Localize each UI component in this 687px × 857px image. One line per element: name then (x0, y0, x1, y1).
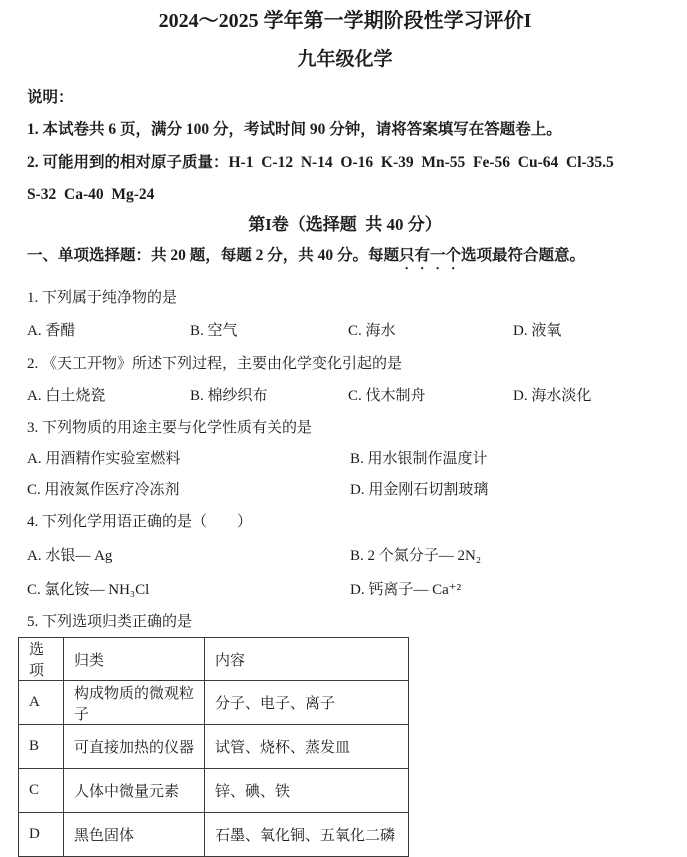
question-4-option-d: D. 钙离子— Ca⁺² (350, 582, 462, 598)
table-cell-category-a: 构成物质的微观粒子 (64, 681, 205, 725)
question-4-stem: 4. 下列化学用语正确的是（ ） (27, 514, 253, 530)
section-intro-post: 选项最符合题意。 (461, 247, 586, 264)
note-1: 1. 本试卷共 6 页，满分 100 分，考试时间 90 分钟，请将答案填写在答题卷上。 (27, 121, 562, 138)
note-2: 2. 可能用到的相对原子质量：H-1 C-12 N-14 O-16 K-39 Mn-55 Fe-56 Cu-64 Cl-35.5 (27, 154, 614, 171)
exam-title: 2024～2025 学年第一学期阶段性学习评价I (158, 10, 532, 32)
question-1-options (27, 322, 663, 341)
table-cell-option-c: C (19, 769, 64, 813)
question-5-stem: 5. 下列选项归类正确的是 (27, 614, 193, 630)
question-2-stem: 2. 《天工开物》所述下列过程，主要由化学变化引起的是 (27, 356, 403, 372)
question-2-option-c: C. 伐木制舟 (348, 388, 426, 404)
section-intro-emphasized: 只有一个 (399, 247, 462, 264)
section-intro-pre: 一、单项选择题：共 20 题，每题 2 分，共 40 分。每题 (27, 247, 400, 264)
exam-subtitle: 九年级化学 (297, 49, 393, 70)
table-row-a (19, 681, 409, 725)
question-5-table (18, 637, 409, 857)
table-row-b (19, 725, 409, 769)
question-4-option-c: C. 氯化铵— NH₃Cl (27, 582, 150, 598)
table-cell-category-d: 黑色固体 (64, 813, 205, 857)
question-3-option-b: B. 用水银制作温度计 (350, 451, 488, 467)
question-4-options-row-2 (27, 581, 663, 600)
part1-heading: 第I卷（选择题 共 40 分） (248, 215, 442, 234)
question-3-options-row-1 (27, 450, 663, 469)
table-cell-content-d: 石墨、氧化铜、五氧化二磷 (205, 813, 409, 857)
question-1-option-b: B. 空气 (190, 323, 238, 339)
table-cell-option-d: D (19, 813, 64, 857)
exam-page (0, 9, 687, 844)
question-2-options (27, 387, 663, 406)
note-2-continued: S-32 Ca-40 Mg-24 (27, 186, 155, 203)
table-cell-category-b: 可直接加热的仪器 (64, 725, 205, 769)
question-3-option-c: C. 用液氮作医疗冷冻剂 (27, 482, 180, 498)
table-header-row (19, 638, 409, 681)
question-1-stem: 1. 下列属于纯净物的是 (27, 290, 178, 306)
question-3-options-row-2 (27, 481, 663, 500)
notes-heading: 说明： (27, 89, 74, 106)
question-1-option-a: A. 香醋 (27, 323, 76, 339)
question-4-option-a: A. 水银— Ag (27, 548, 113, 564)
question-2-option-d: D. 海水淡化 (513, 388, 592, 404)
table-header-content: 内容 (205, 638, 409, 681)
table-row-d (19, 813, 409, 857)
question-4-options-row-1 (27, 547, 663, 566)
question-2-option-a: A. 白土烧瓷 (27, 388, 106, 404)
section-intro (27, 246, 663, 273)
table-header-option: 选项 (19, 638, 64, 681)
table-cell-content-a: 分子、电子、离子 (205, 681, 409, 725)
table-row-c (19, 769, 409, 813)
question-3-option-a: A. 用酒精作实验室燃料 (27, 451, 181, 467)
question-3-stem: 3. 下列物质的用途主要与化学性质有关的是 (27, 420, 313, 436)
question-3-option-d: D. 用金刚石切割玻璃 (350, 482, 489, 498)
table-cell-content-b: 试管、烧杯、蒸发皿 (205, 725, 409, 769)
question-4-option-b: B. 2 个氮分子— 2N₂ (350, 548, 482, 564)
question-2-option-b: B. 棉纱织布 (190, 388, 268, 404)
question-1-option-d: D. 液氧 (513, 323, 562, 339)
table-cell-category-c: 人体中微量元素 (64, 769, 205, 813)
table-cell-option-a: A (19, 681, 64, 725)
table-cell-option-b: B (19, 725, 64, 769)
table-cell-content-c: 锌、碘、铁 (205, 769, 409, 813)
question-1-option-c: C. 海水 (348, 323, 396, 339)
table-header-category: 归类 (64, 638, 205, 681)
